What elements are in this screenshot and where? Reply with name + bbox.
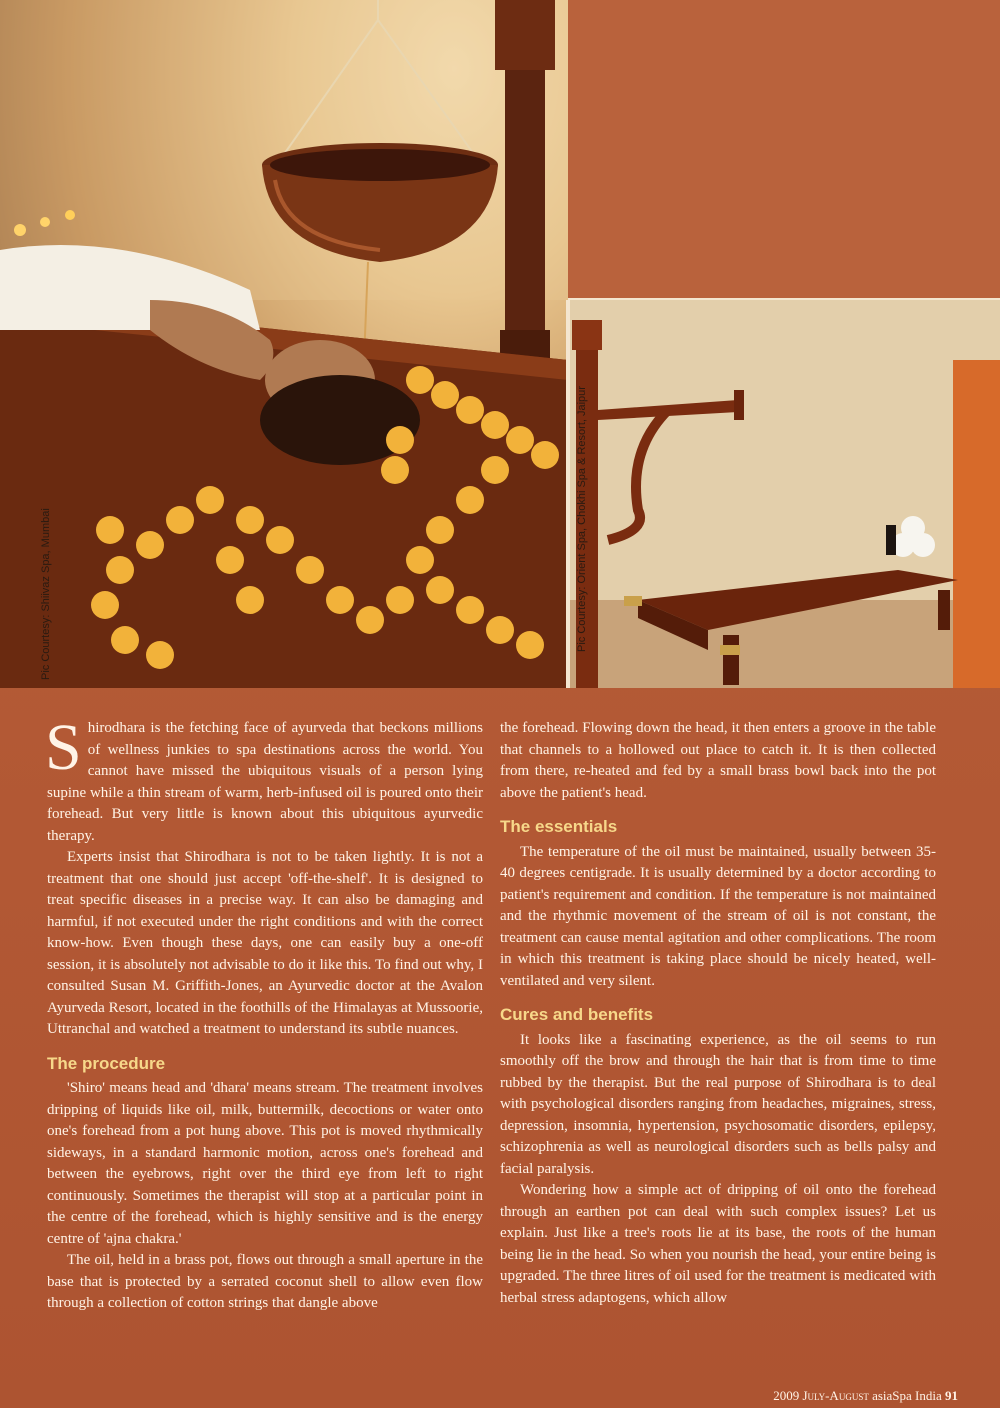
folio-issue: July-August <box>802 1388 869 1403</box>
treatment-table-illustration <box>568 300 1000 688</box>
procedure-paragraph-3: the forehead. Flowing down the head, it then enters a groove in the table that channels to a hollowed out place to catch it. It is then collected from there, re-heated and fed by a small brass bowl back into the pot above the patient's head. <box>500 720 936 801</box>
essentials-paragraph: The temperature of the oil must be maintained, usually between 35-40 degrees centigrade. It is usually determined by a doctor according to patient's requirement and condition. If the temperature is not maintained and the rhythmic movement of the stream of oil is not constant, the treatment can cause mental agitation and other complications. The room in which this treatment is taking place should be nicely heated, well-ventilated and very silent. <box>500 843 936 989</box>
page-footer <box>773 1388 958 1404</box>
article-column-right <box>500 718 936 1309</box>
section-heading-essentials: The essentials <box>500 817 618 836</box>
procedure-paragraph-2: The oil, held in a brass pot, flows out through a small aperture in the base that is protected by a serrated coconut shell to allow even flow through a collection of cotton strings that dangle above <box>47 1252 483 1311</box>
shirodhara-treatment-photo <box>0 0 568 688</box>
colour-block <box>568 0 1000 300</box>
page-number: 91 <box>945 1388 958 1403</box>
drop-cap: S <box>45 711 82 784</box>
section-heading-cures: Cures and benefits <box>500 1005 654 1024</box>
shirodhara-table-photo <box>568 300 1000 688</box>
folio-magazine: asiaSpa India <box>872 1388 942 1403</box>
cures-paragraph-2: Wondering how a simple act of dripping of oil onto the forehead through an earthen pot can deal with such complex issues? Let us explain. Just like a tree's roots lie at its base, the roots of the human being lie in the head. So when you nourish the head, your entire being is upgraded. The three litres of oil used for the treatment is medicated with herbal stress adaptogens, which allow <box>500 1182 936 1306</box>
intro-paragraph: Shirodhara is the fetching face of ayurveda that beckons millions of wellness junkies to spa destinations across the world. You cannot have missed the ubiquitous visuals of a person lying supine while a thin stream of warm, herb-infused oil is poured onto their forehead. But very little is known about this ubiquitous ayurvedic therapy. <box>45 711 483 844</box>
photo-credit-caption: Pic Courtesy: Shiivaz Spa, Mumbai <box>40 508 52 680</box>
intro-paragraph-2: Experts insist that Shirodhara is not to be taken lightly. It is not a treatment that one should just accept 'off-the-shelf'. It is designed to treat specific diseases in a precise way. It can also be damaging and harmful, if not executed under the right conditions and with the correct know-how. Even though these days, one can easily buy a one-off session, it is absolutely not advisable to do it like this. To find out why, I consulted Susan M. Griffith-Jones, an Ayurvedic doctor at the Avalon Ayurveda Resort, located in the foothills of the Himalayas at Mussoorie, Uttranchal and watched a treatment to understand its subtle nuances. <box>47 849 483 1037</box>
cures-paragraph-1: It looks like a fascinating experience, as the oil seems to run smoothly off the brow and through the hair that is from time to time rubbed by the therapist. But the real purpose of Shirodhara is to deal with psychological disorders ranging from headaches, migraines, stress, depression, insomnia, hypertension, psychosomatic disorders, epilepsy, schizophrenia as well as neurological disorders such as bells palsy and facial paralysis. <box>500 1031 936 1177</box>
procedure-paragraph-1: 'Shiro' means head and 'dhara' means stream. The treatment involves dripping of liquids like oil, milk, buttermilk, decoctions or water onto one's forehead from a pot hung above. This pot is moved rhythmically sideways, in a standard harmonic motion, across one's forehead and between the eyebrows, right over the third eye from left to right continuously. Sometimes the therapist will stop at a particular point in the centre of the forehead, which is highly sensitive and is the energy centre of 'ajna chakra.' <box>47 1080 483 1247</box>
article-column-left <box>45 711 483 1315</box>
photo-divider <box>566 300 570 688</box>
section-heading-procedure: The procedure <box>47 1053 166 1073</box>
photo-credit-caption-right: Pic Courtesy: Orient Spa, Chokhi Spa & Resort, Jaipur <box>576 386 588 652</box>
shirodhara-illustration <box>0 0 568 688</box>
folio-year: 2009 <box>773 1388 800 1403</box>
